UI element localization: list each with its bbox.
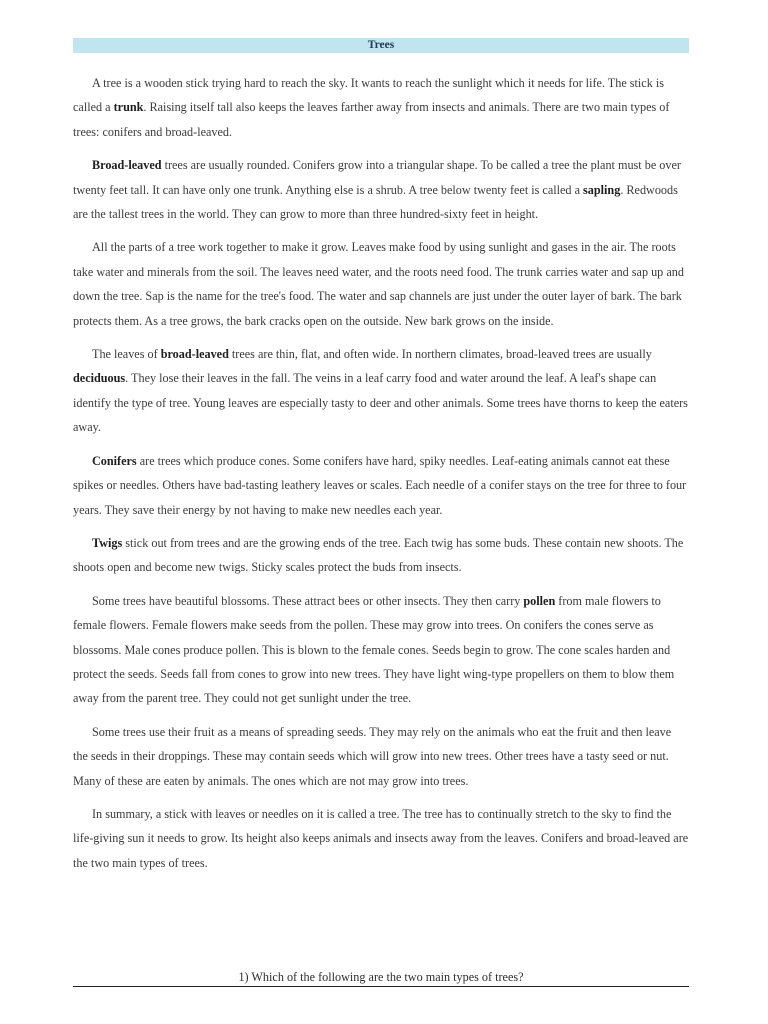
paragraph-text: stick out from trees and are the growing ends of the tree. Each twig has some buds. These contain new shoots. The shoots open and become new twigs. Sticky scales protect the buds from insects.: [73, 535, 684, 575]
paragraph: [73, 589, 689, 711]
paragraph-text: . Raising itself tall also keeps the leaves farther away from insects and animals. There are two main types of trees: conifers and broad-leaved.: [73, 100, 670, 139]
paragraph-text: Some trees use their fruit as a means of spreading seeds. They may rely on the animals who eat the fruit and then leave the seeds in their droppings. These may contain seeds which will grow into new trees. Other trees have a tasty seed or nut. Many of these are eaten by animals. The ones which are not may grow into trees.: [73, 724, 672, 788]
bold-term: Conifers: [92, 453, 137, 468]
paragraph-text: trees are thin, flat, and often wide. In northern climates, broad-leaved trees are usually: [228, 347, 652, 362]
paragraph: [73, 342, 689, 440]
paragraph: [73, 720, 689, 793]
paragraph-text: The leaves of: [92, 347, 161, 362]
paragraph-text: . Redwoods are the tallest trees in the world. They can grow to more than three hundred-sixty feet in height.: [73, 182, 678, 222]
paragraph: [73, 531, 689, 580]
bold-term: deciduous: [73, 371, 126, 386]
page-title: Trees: [367, 39, 395, 51]
paragraph: [73, 235, 689, 333]
paragraph: [73, 802, 689, 875]
divider: [73, 986, 689, 987]
bold-term: trunk: [113, 100, 144, 115]
paragraph: [73, 71, 689, 144]
bold-term: broad-leaved: [160, 347, 229, 362]
paragraph-text: trees are usually rounded. Conifers grow into a triangular shape. To be called a tree the plant must be over twenty feet tall. It can have only one trunk. Anything else is a shrub. A tree below twenty feet is called a: [73, 158, 681, 197]
paragraph-text: In summary, a stick with leaves or needles on it is called a tree. The tree has to continually stretch to the sky to find the life-giving sun it needs to grow. Its height also keeps animals and insects away from the leaves. Conifers and broad-leaved are the two main types of trees.: [73, 806, 689, 870]
document-page: [73, 38, 689, 875]
article-body: [73, 71, 689, 875]
bold-term: pollen: [523, 593, 556, 608]
paragraph: [73, 153, 689, 226]
paragraph-text: All the parts of a tree work together to make it grow. Leaves make food by using sunlight and gases in the air. The roots take water and minerals from the soil. The leaves need water, and the roots need food. The trunk carries water and sap up and down the tree. Sap is the name for the tree's food. The water and sap channels are just under the outer layer of bark. The bark protects them. As a tree grows, the bark cracks open on the outside. New bark grows on the inside.: [73, 240, 684, 328]
bold-term: Broad-leaved: [92, 158, 162, 173]
paragraph-text: from male flowers to female flowers. Female flowers make seeds from the pollen. These may grow into trees. On conifers the cones serve as blossoms. Male cones produce pollen. This is blown to the female cones. Seeds begin to grow. The cone scales harden and protect the seeds. Seeds fall from cones to grow into new trees. They have light wing-type propellers on them to blow them away from the parent tree. They could not get sunlight under the tree.: [73, 593, 675, 706]
paragraph-text: are trees which produce cones. Some conifers have hard, spiky needles. Leaf-eating animals cannot eat these spikes or needles. Others have bad-tasting leathery leaves or scales. Each needle of a conifer stays on the tree for three to four years. They save their energy by not having to make new needles each year.: [73, 453, 687, 517]
title-bar: [73, 38, 689, 53]
paragraph-text: . They lose their leaves in the fall. The veins in a leaf carry food and water around the leaf. A leaf's shape can identify the type of tree. Young leaves are especially tasty to deer and other animals. Some trees have thorns to keep the eaters away.: [73, 371, 688, 435]
paragraph: [73, 449, 689, 522]
paragraph-text: Some trees have beautiful blossoms. These attract bees or other insects. They then carry: [92, 593, 524, 608]
bold-term: sapling: [583, 182, 621, 197]
paragraph-text: A tree is a wooden stick trying hard to reach the sky. It wants to reach the sunlight which it needs for life. The stick is called a: [73, 76, 664, 115]
question-text: 1) Which of the following are the two main types of trees?: [238, 970, 524, 984]
bold-term: Twigs: [92, 535, 123, 550]
